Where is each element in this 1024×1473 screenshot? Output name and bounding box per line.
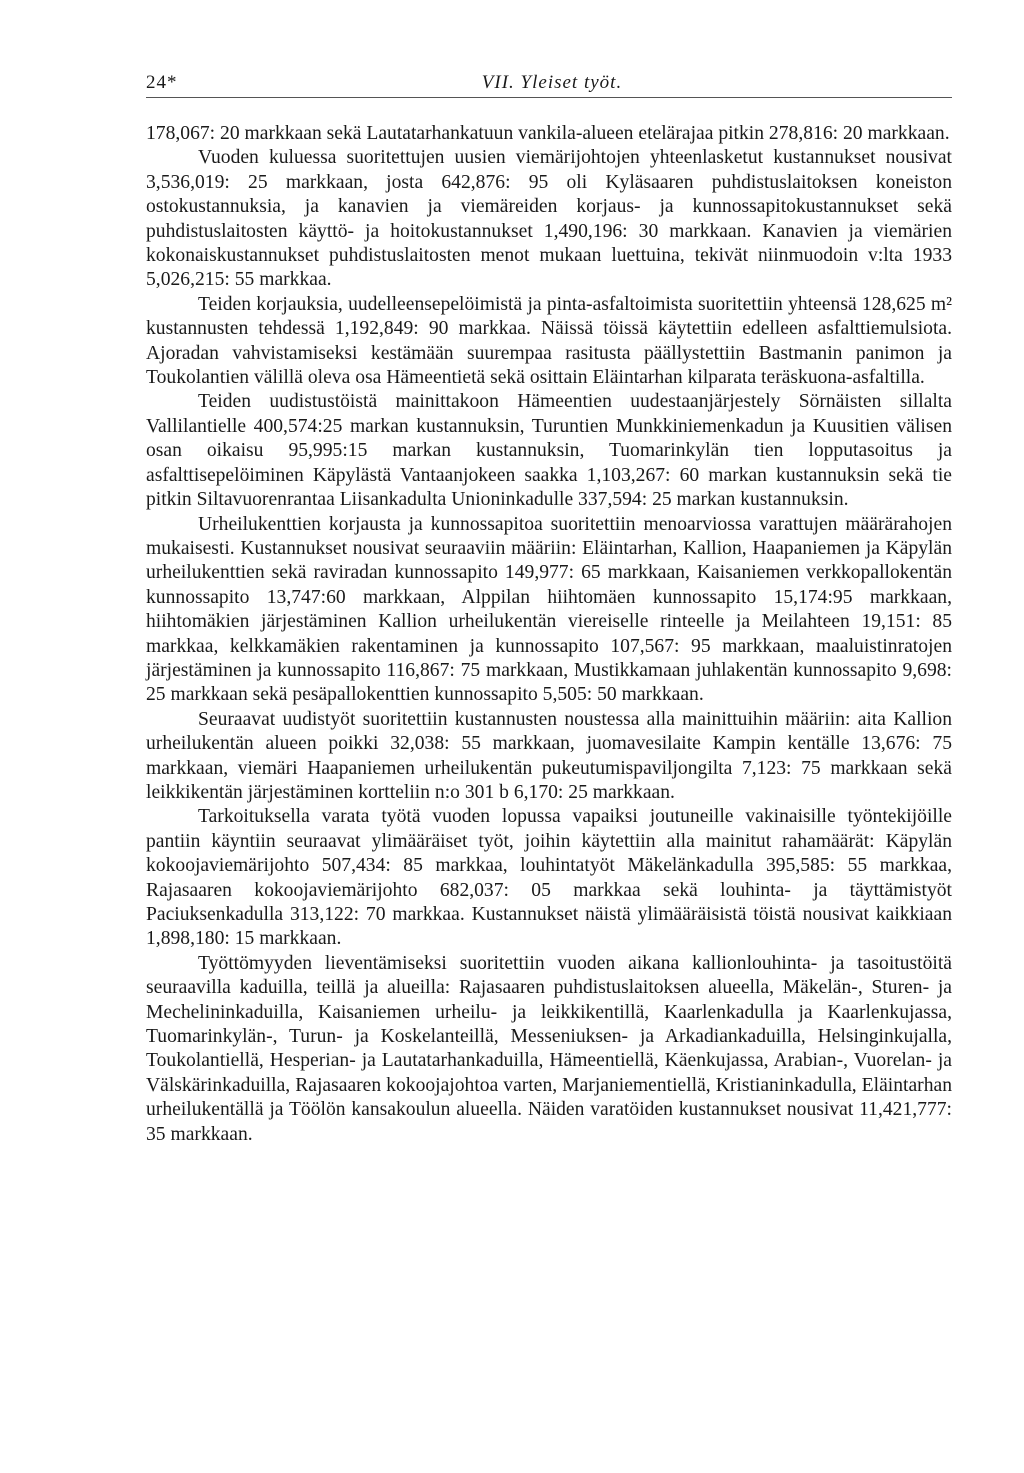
page-number: 24* [146, 72, 178, 93]
section-title: VII. Yleiset työt. [481, 72, 623, 93]
paragraph: 178,067: 20 markkaan sekä Lautatarhankatuun vankila-alueen etelärajaa pitkin 278,816: 20 markkaan. [146, 123, 950, 144]
paragraph: Teiden uudistustöistä mainittakoon Hämeentien uudestaanjärjestely Sörnäisten sillalta Vallilantielle 400,574:25 markan kustannuksin, Turuntien Munkkiniemenkadun ja Kuusitien välisen osan oikaisu 95,995:15 markan kustannuksin, Tuomarinkylän tien lopputasoitus ja asfalttisepelöiminen Käpylästä Vantaanjokeen saakka 1,103,267: 60 markan kustannuksin sekä tie pitkin Siltavuorenrantaa Liisankadulta Unioninkadulle 337,594: 25 markan kustannuksin. [146, 391, 952, 511]
running-head [146, 72, 952, 100]
paragraph: Työttömyyden lieventämiseksi suoritettiin vuoden aikana kallionlouhinta- ja tasoitustöitä seuraavilla kaduilla, teillä ja alueilla: Rajasaaren puhdistuslaitoksen alueella, Mäkelän-, Sturen- ja Mechelininkaduilla, Kaisaniemen urheilu- ja leikkikentillä, Kaarlenkadulla ja Kaarlenkujassa, Tuomarinkylän-, Turun- ja Koskelanteillä, Messeniuksen- ja Arkadiankaduilla, Helsinginkujalla, Toukolantiellä, Hesperian- ja Lautatarhankaduilla, Hämeentiellä, Käenkujassa, Arabian-, Vuorelan- ja Välskärinkaduilla, Rajasaaren kokoojajohtoa varten, Marjaniementiellä, Kristianinkadulla, Eläintarhan urheilukentällä ja Töölön kansakoulun alueella. Näiden varatöiden kustannukset nousivat 11,421,777: 35 markkaan. [146, 952, 952, 1145]
paragraph: Tarkoituksella varata työtä vuoden lopussa vapaiksi joutuneille vakinaisille työntekijöille pantiin käyntiin seuraavat ylimääräiset työt, joihin käytettiin alla mainitut rahamäärät: Käpylän kokoojaviemärijohto 507,434: 85 markkaa, louhintatyöt Mäkelänkadulla 395,585: 55 markkaa, Rajasaaren kokoojaviemärijohto 682,037: 05 markkaa sekä louhinta- ja täyttämistyöt Paciuksenkadulla 313,122: 70 markkaa. Kustannukset näistä ylimääräisistä töistä nousivat kaikkiaan 1,898,180: 15 markkaan. [146, 806, 952, 950]
body-text [146, 122, 952, 1147]
paragraph: Teiden korjauksia, uudelleensepelöimistä ja pinta-asfaltoimista suoritettiin yhteensä 128,625 m² kustannusten tehdessä 1,192,849: 90 markkaa. Näissä töissä käytettiin edelleen asfalttiemulsiota. Ajoradan vahvistamiseksi kestämään suurempaa rasitusta päällystettiin Bastmanin panimon ja Toukolantien välillä oleva osa Hämeentietä sekä osittain Eläintarhan kilparata teräskuona-asfaltilla. [146, 293, 952, 389]
header-rule [146, 97, 952, 98]
paragraph: Seuraavat uudistyöt suoritettiin kustannusten noustessa alla mainittuihin määriin: aita Kallion urheilukentän alueen poikki 32,038: 55 markkaan, juomavesilaite Kampin kentälle 13,676: 75 markkaan, viemäri Haapaniemen urheilukentän pukeutumispaviljongilta 7,123: 75 markkaan sekä leikkikentän järjestäminen kortteliin n:o 301 b 6,170: 25 markkaan. [146, 708, 952, 803]
paragraph: Urheilukenttien korjausta ja kunnossapitoa suoritettiin menoarviossa varattujen määrärahojen mukaisesti. Kustannukset nousivat seuraaviin määriin: Eläintarhan, Kallion, Haapaniemen ja Käpylän urheilukenttien sekä raviradan kunnossapito 149,977: 65 markkaan, Kaisaniemen verkkopallokentän kunnossapito 13,747:60 markkaan, Alppilan hiihtomäen kunnossapito 15,174:95 markkaan, hiihtomäkien järjestäminen Kallion urheilukentän viereiselle rinteelle ja Meilahteen 19,151: 85 markkaa, kelkkamäkien rakentaminen ja kunnossapito 107,567: 95 markkaan, maaluistinratojen järjestäminen ja kunnossapito 116,867: 75 markkaan, Mustikkamaan juhlakentän kunnossapito 9,698: 25 markkaan sekä pesäpallokenttien kunnossapito 5,505: 50 markkaan. [146, 513, 952, 706]
paragraph: Vuoden kuluessa suoritettujen uusien viemärijohtojen yhteenlasketut kustannukset nousivat 3,536,019: 25 markkaan, josta 642,876: 95 oli Kyläsaaren puhdistuslaitoksen koneiston ostokustannuksia, ja kanavien ja viemäreiden korjaus- ja kunnossapitokustannukset sekä puhdistuslaitosten käyttö- ja hoitokustannukset 1,490,196: 30 markkaan. Kanavien ja viemärien kokonaiskustannukset puhdistuslaitosten menot mukaan luettuina, tekivät niinmuodoin v:lta 1933 5,026,215: 55 markkaa. [146, 147, 952, 291]
